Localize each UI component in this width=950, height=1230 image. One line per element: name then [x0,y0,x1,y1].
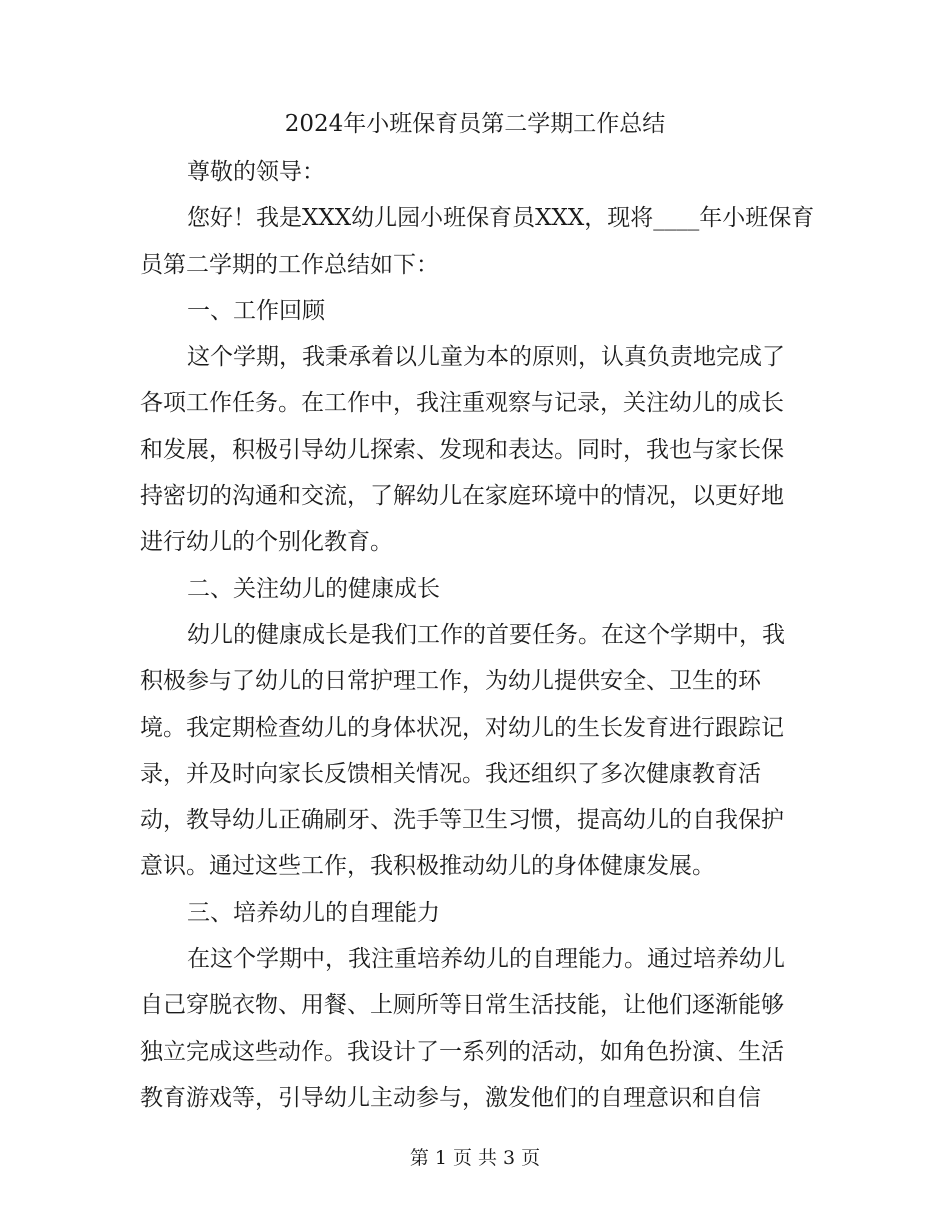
section-heading: 一、工作回顾 [187,297,325,324]
paragraph-line: 教育游戏等，引导幼儿主动参与，激发他们的自理意识和自信 [140,1084,761,1111]
section-heading: 三、培养幼儿的自理能力 [187,899,440,926]
paragraph-line: 自己穿脱衣物、用餐、上厕所等日常生活技能，让他们逐渐能够 [140,992,784,1019]
paragraph-line: 境。我定期检查幼儿的身体状况，对幼儿的生长发育进行跟踪记 [140,714,784,741]
paragraph-line: 积极参与了幼儿的日常护理工作，为幼儿提供安全、卫生的环 [140,668,761,695]
paragraph-line: 您好！我是XXX幼儿园小班保育员XXX，现将____年小班保育 [187,205,815,232]
document-body [140,149,815,1121]
paragraph-line: 幼儿的健康成长是我们工作的首要任务。在这个学期中，我 [187,621,785,648]
paragraph-line: 独立完成这些动作。我设计了一系列的活动，如角色扮演、生活 [140,1038,784,1065]
paragraph-line: 和发展，积极引导幼儿探索、发现和表达。同时，我也与家长保 [140,436,784,463]
section-heading: 二、关注幼儿的健康成长 [187,575,440,602]
paragraph-line: 在这个学期中，我注重培养幼儿的自理能力。通过培养幼儿 [187,946,785,973]
paragraph-line: 录，并及时向家长反馈相关情况。我还组织了多次健康教育活 [140,760,761,787]
paragraph-line: 员第二学期的工作总结如下： [140,251,439,278]
document-title: 2024年小班保育员第二学期工作总结 [284,111,666,137]
salutation: 尊敬的领导： [187,159,325,185]
paragraph-line: 各项工作任务。在工作中，我注重观察与记录，关注幼儿的成长 [140,390,784,417]
paragraph-line: 进行幼儿的个别化教育。 [140,529,393,556]
paragraph-line: 持密切的沟通和交流，了解幼儿在家庭环境中的情况，以更好地 [140,483,784,510]
paragraph-line: 意识。通过这些工作，我积极推动幼儿的身体健康发展。 [140,853,715,880]
page-number: 第 1 页 共 3 页 [409,1147,541,1169]
paragraph-line: 这个学期，我秉承着以儿童为本的原则，认真负责地完成了 [187,344,785,371]
paragraph-line: 动，教导幼儿正确刷牙、洗手等卫生习惯，提高幼儿的自我保护 [140,807,784,834]
